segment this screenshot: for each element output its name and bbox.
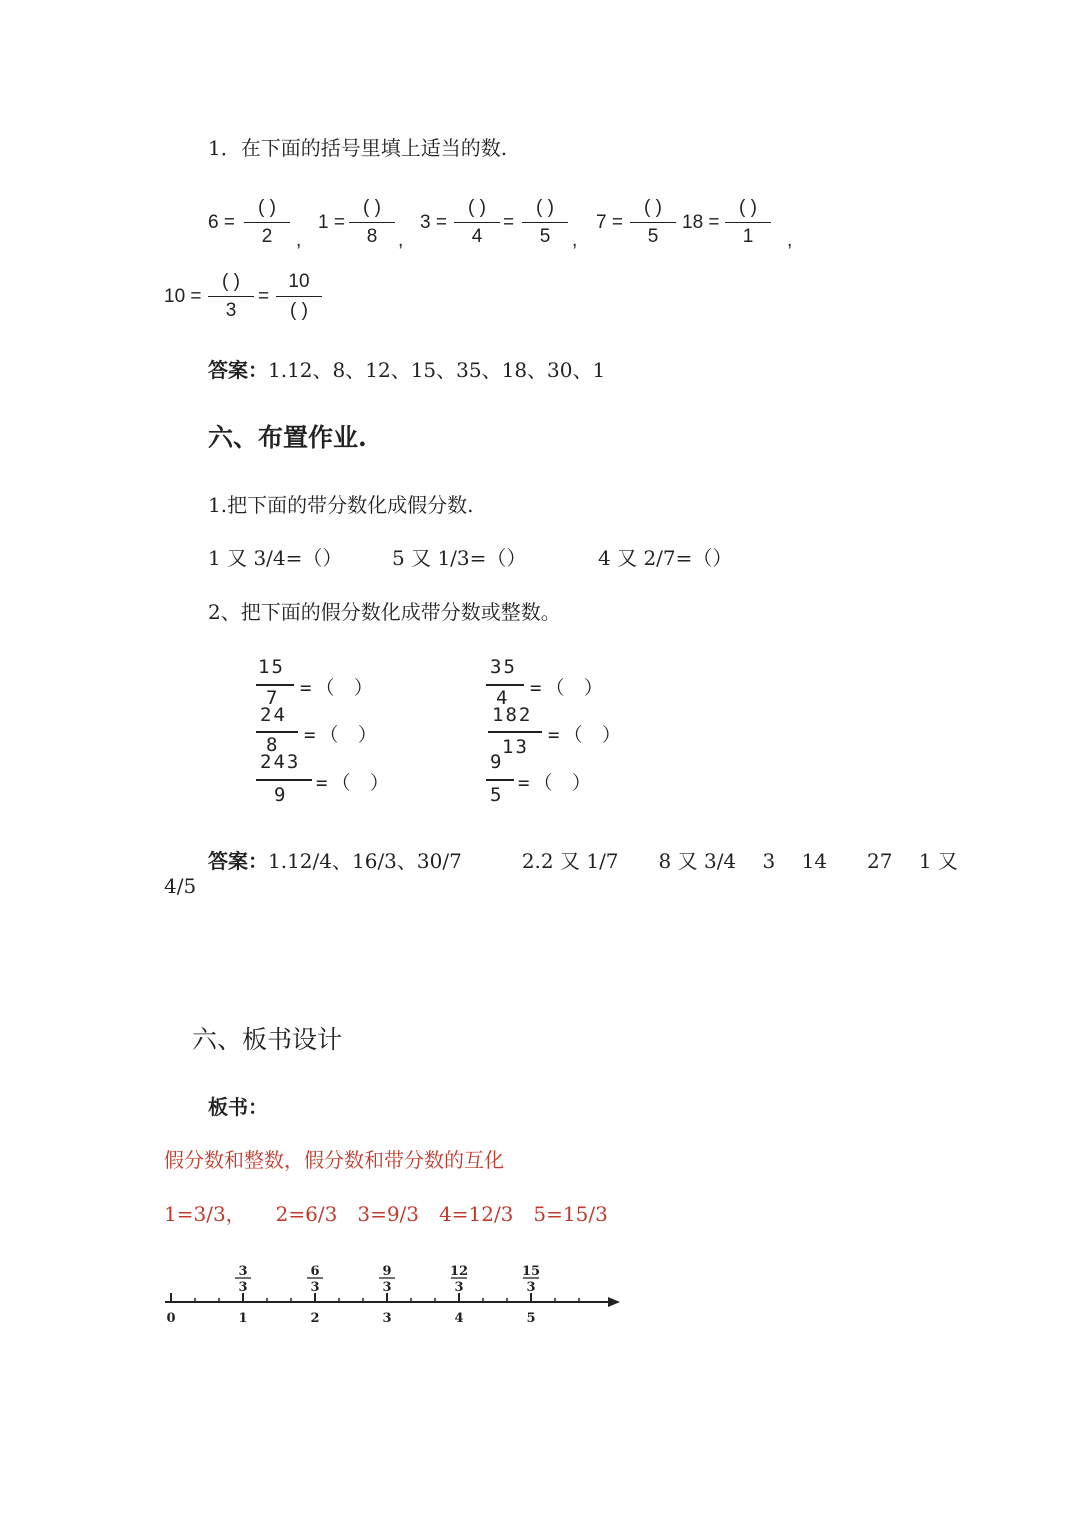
comma: , xyxy=(398,230,404,251)
equation-lhs: 1 = xyxy=(318,212,345,233)
tick-label: 2 xyxy=(310,1311,320,1326)
fraction: ( ) 2 xyxy=(244,196,290,249)
mixed-number-2: 5 又 1/3=（） xyxy=(392,546,527,570)
answer-label: 答案： xyxy=(208,358,268,382)
comma: , xyxy=(787,230,793,251)
fraction-numerator: 3 xyxy=(238,1264,248,1279)
blank[interactable]: ( ) xyxy=(468,197,486,218)
fraction-denominator: 3 xyxy=(526,1280,536,1295)
fraction: ( ) 1 xyxy=(725,196,771,249)
blank[interactable]: ( ) xyxy=(222,271,240,292)
board-heading: 六、板书设计 xyxy=(192,1025,343,1054)
comma: , xyxy=(296,230,302,251)
denominator: 13 xyxy=(502,736,529,758)
numerator: 15 xyxy=(258,656,285,678)
denominator: 8 xyxy=(266,734,280,756)
equals-sign: = xyxy=(258,286,270,307)
denominator: 5 xyxy=(490,784,504,806)
fraction-denominator: 3 xyxy=(310,1280,320,1295)
denominator: 4 xyxy=(496,687,510,709)
homework-heading: 六、布置作业. xyxy=(208,423,367,452)
answer-blank[interactable]: =（ ） xyxy=(518,772,595,794)
fraction-denominator: 3 xyxy=(454,1280,464,1295)
fraction-numerator: 6 xyxy=(310,1264,320,1279)
numerator: 35 xyxy=(490,656,517,678)
tick-label: 1 xyxy=(238,1311,248,1326)
fraction-numerator: 9 xyxy=(382,1264,392,1279)
answer-blank[interactable]: =（ ） xyxy=(530,677,607,699)
fraction: ( ) 5 xyxy=(522,196,568,249)
fraction: ( ) 5 xyxy=(630,196,676,249)
tick-label: 3 xyxy=(382,1311,392,1326)
mixed-number-1: 1 又 3/4=（） xyxy=(208,546,343,570)
arrow-head-icon xyxy=(608,1297,620,1307)
homework-answer xyxy=(208,845,958,874)
fraction: ( ) 4 xyxy=(454,196,500,249)
board-equations: 1=3/3， 2=6/3 3=9/3 4=12/3 5=15/3 xyxy=(164,1202,608,1226)
answer-blank[interactable]: =（ ） xyxy=(300,677,377,699)
homework-item-1: 1.把下面的带分数化成假分数. xyxy=(208,493,474,517)
tick-label: 4 xyxy=(454,1311,464,1326)
tick-label: 5 xyxy=(526,1311,536,1326)
fraction: ( ) 8 xyxy=(349,196,395,249)
answer-blank[interactable]: =（ ） xyxy=(548,724,625,746)
numerator: 9 xyxy=(490,751,504,773)
fraction: 10 ( ) xyxy=(276,270,322,323)
fraction-numerator: 12 xyxy=(449,1264,469,1279)
fraction: ( ) 3 xyxy=(208,270,254,323)
denominator: 9 xyxy=(274,784,288,806)
fraction-denominator: 3 xyxy=(382,1280,392,1295)
q1-answer xyxy=(208,354,605,383)
answer-text: 1.12、8、12、15、35、18、30、1 xyxy=(268,358,606,382)
board-label: 板书： xyxy=(208,1095,268,1119)
denominator: 7 xyxy=(266,687,280,709)
answer-label: 答案： xyxy=(208,849,268,873)
blank[interactable]: ( ) xyxy=(258,197,276,218)
equation-lhs: 18 = xyxy=(682,212,720,233)
blank[interactable]: ( ) xyxy=(290,300,308,321)
board-title: 假分数和整数，假分数和带分数的互化 xyxy=(164,1148,504,1172)
numerator: 24 xyxy=(260,704,287,726)
mixed-number-3: 4 又 2/7=（） xyxy=(598,546,733,570)
comma: , xyxy=(572,230,578,251)
equation-lhs: 10 = xyxy=(164,286,202,307)
homework-answer-continued: 4/5 xyxy=(164,874,197,898)
blank[interactable]: ( ) xyxy=(739,197,757,218)
blank[interactable]: ( ) xyxy=(363,197,381,218)
fraction-denominator: 3 xyxy=(238,1280,248,1295)
number-line xyxy=(160,1258,630,1330)
equation-lhs: 3 = xyxy=(420,212,447,233)
blank[interactable]: ( ) xyxy=(644,197,662,218)
numerator: 182 xyxy=(492,704,533,726)
q1-title: 1．在下面的括号里填上适当的数. xyxy=(208,136,508,160)
numerator: 243 xyxy=(260,751,301,773)
equation-lhs: 7 = xyxy=(596,212,623,233)
answer-blank[interactable]: =（ ） xyxy=(316,772,393,794)
answer-text: 1.12/4、16/3、30/7 2.2 又 1/7 8 又 3/4 3 14 27 1 又 xyxy=(268,849,958,873)
blank[interactable]: ( ) xyxy=(536,197,554,218)
tick-label: 0 xyxy=(166,1311,176,1326)
homework-item-2: 2、把下面的假分数化成带分数或整数。 xyxy=(208,600,561,624)
answer-blank[interactable]: =（ ） xyxy=(304,724,381,746)
equals-sign: = xyxy=(503,212,515,233)
equation-lhs: 6 = xyxy=(208,212,235,233)
fraction-numerator: 15 xyxy=(521,1264,541,1279)
